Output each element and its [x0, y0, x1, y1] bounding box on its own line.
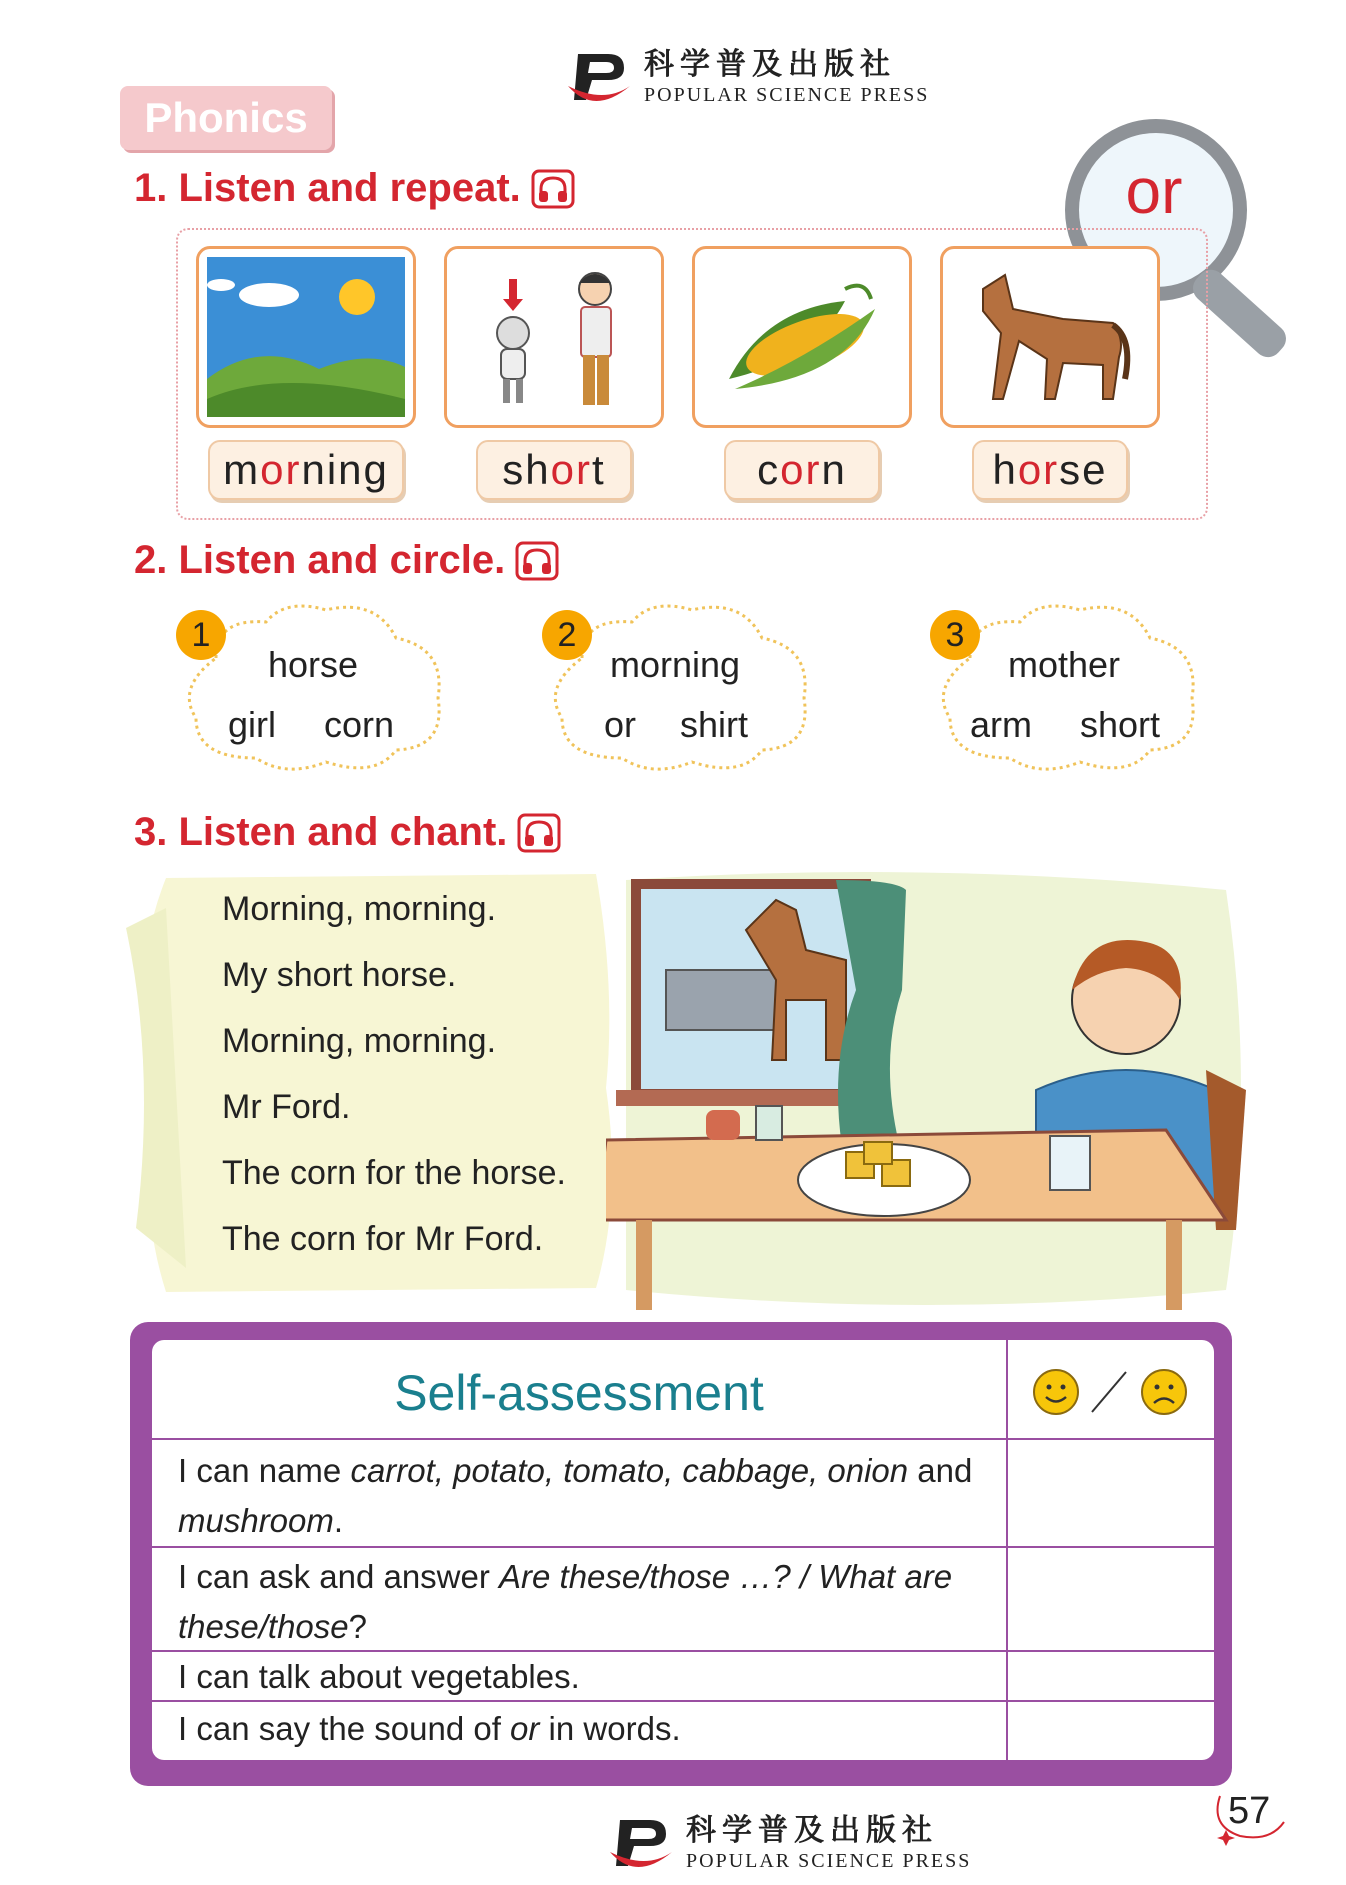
word-short[interactable]: [476, 440, 632, 500]
section2-title: 2. Listen and circle.: [134, 538, 506, 582]
circle-word-left[interactable]: arm: [970, 704, 1032, 745]
picture-card-morning: [196, 246, 416, 428]
headphones-icon[interactable]: [517, 813, 561, 853]
chant-line: Morning, morning.: [222, 890, 497, 928]
word-horse[interactable]: [972, 440, 1128, 500]
statement-text: I can say the sound of: [178, 1710, 511, 1747]
word-part: sh: [502, 446, 551, 493]
assessment-statement: [178, 1552, 988, 1652]
statement-italic: or: [510, 1710, 540, 1747]
statement-text: I can name: [178, 1452, 351, 1489]
circle-word-right[interactable]: corn: [324, 704, 395, 745]
statement-italic: mushroom: [178, 1502, 334, 1539]
statement-text: I can talk about vegetables.: [178, 1658, 580, 1695]
circle-word-top[interactable]: horse: [268, 644, 359, 685]
statement-text: in words.: [539, 1710, 681, 1747]
publisher-name-en: POPULAR SCIENCE PRESS: [644, 84, 930, 106]
brown-horse-picture: [943, 249, 1157, 425]
statement-italic: carrot, potato, tomato, cabbage, onion: [350, 1452, 909, 1489]
assessment-statement: [178, 1446, 988, 1546]
faces-header: [1030, 1366, 1190, 1418]
word-highlight: or: [1017, 446, 1060, 493]
section3-title: 3. Listen and chant.: [134, 810, 508, 854]
headphones-icon[interactable]: [531, 169, 575, 209]
circle-word-top[interactable]: mother: [1008, 644, 1121, 685]
assessment-row: [152, 1438, 1214, 1546]
chant-line: Mr Ford.: [222, 1088, 351, 1126]
corn-cob-picture: [695, 249, 909, 425]
statement-italic: Are these/those …? / What are these/those: [178, 1558, 953, 1645]
assessment-row: [152, 1650, 1214, 1700]
assessment-row: [152, 1546, 1214, 1650]
word-part: n: [821, 446, 847, 493]
number-badge-3: 3: [930, 610, 980, 660]
word-part: c: [757, 446, 781, 493]
self-assessment-table: [152, 1340, 1214, 1760]
section2-title-row: [134, 538, 559, 583]
publisher-footer: [606, 1812, 971, 1874]
word-part: m: [223, 446, 261, 493]
word-part: h: [992, 446, 1018, 493]
publisher-header: [564, 46, 929, 108]
phonics-tag: Phonics: [120, 86, 332, 150]
publisher-name-en: POPULAR SCIENCE PRESS: [686, 1850, 972, 1872]
word-corn[interactable]: [724, 440, 880, 500]
publisher-logo-icon: [606, 1812, 676, 1874]
chant-line: My short horse.: [222, 956, 457, 994]
assessment-statement: [178, 1704, 988, 1754]
publisher-name-cn: 科学普及出版社: [644, 47, 896, 82]
word-part: se: [1059, 446, 1108, 493]
circle-word-right[interactable]: short: [1080, 704, 1161, 745]
circle-word-left[interactable]: girl: [228, 704, 277, 745]
assessment-row: [152, 1700, 1214, 1760]
number-badge-1: 1: [176, 610, 226, 660]
self-assessment-title: Self-assessment: [394, 1365, 764, 1421]
statement-text: I can ask and answer: [178, 1558, 500, 1595]
chant-line: The corn for Mr Ford.: [222, 1220, 544, 1258]
sunny-meadow-picture: [199, 249, 413, 425]
circle-word-top[interactable]: morning: [610, 644, 741, 685]
word-highlight: or: [780, 446, 822, 493]
circle-word-right[interactable]: shirt: [680, 704, 749, 745]
chant-scene-picture: [606, 870, 1246, 1310]
short-robot-boy-picture: [447, 249, 661, 425]
picture-card-short: [444, 246, 664, 428]
section1-title: 1. Listen and repeat.: [134, 166, 521, 210]
chant-line: The corn for the horse.: [222, 1154, 566, 1192]
publisher-logo-icon: [564, 46, 634, 108]
section1-title-row: [134, 166, 575, 211]
word-highlight: or: [260, 446, 302, 493]
headphones-icon[interactable]: [515, 541, 559, 581]
page-number: 57: [1228, 1790, 1271, 1832]
picture-card-corn: [692, 246, 912, 428]
assessment-statement: [178, 1652, 988, 1702]
word-morning[interactable]: [208, 440, 404, 500]
statement-text: and: [908, 1452, 973, 1489]
publisher-name-cn: 科学普及出版社: [686, 1813, 938, 1848]
word-part: t: [592, 446, 606, 493]
statement-text: ?: [348, 1608, 367, 1645]
chant-line: Morning, morning.: [222, 1022, 497, 1060]
circle-word-left[interactable]: or: [604, 704, 637, 745]
word-part: ning: [301, 446, 389, 493]
picture-card-horse: [940, 246, 1160, 428]
number-badge-2: 2: [542, 610, 592, 660]
statement-text: .: [333, 1502, 344, 1539]
target-sound: or: [1125, 155, 1183, 227]
section3-title-row: [134, 810, 561, 855]
frown-icon: [1142, 1370, 1186, 1414]
smile-icon: [1034, 1370, 1078, 1414]
word-highlight: or: [550, 446, 593, 493]
